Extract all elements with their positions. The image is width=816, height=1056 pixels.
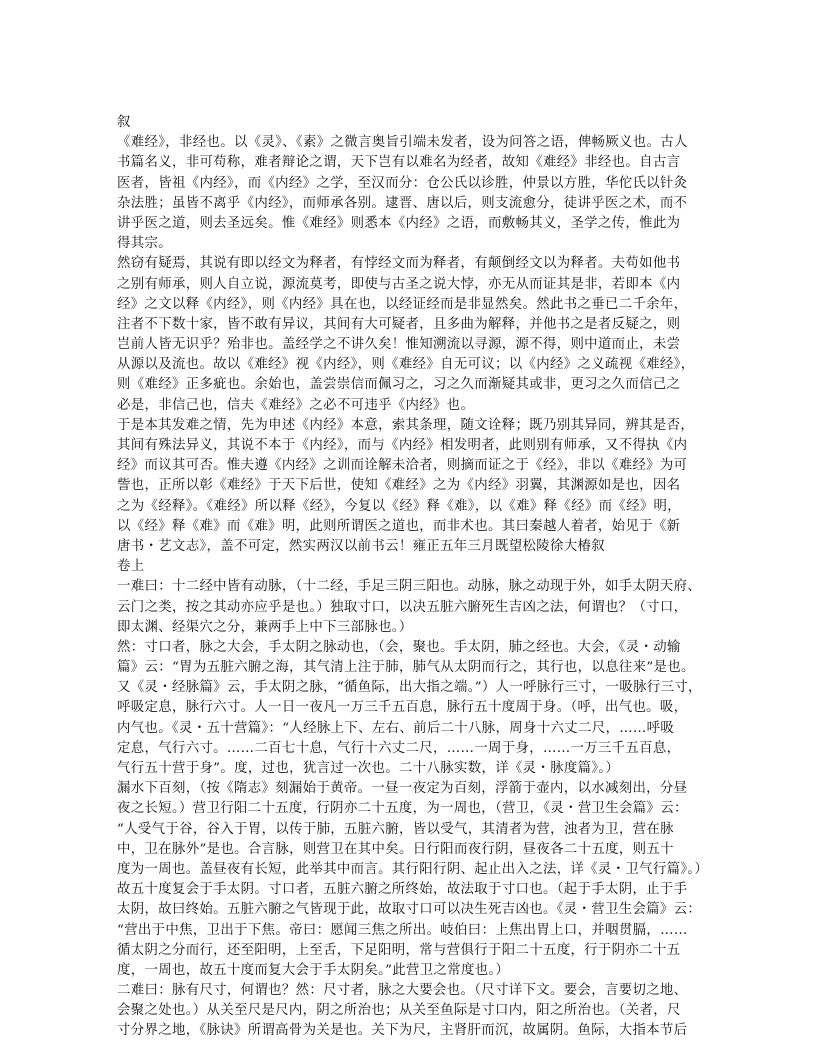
- text-line: 循太阴之分而行，还至阳明，上至舌，下足阳明，常与营俱行于阳二十五度，行于阴亦二十五: [117, 942, 681, 958]
- text-line: 定息，气行六寸。……二百七十息，气行十六丈二尺，……一周于身，……一万三千五百息，: [117, 740, 681, 756]
- text-line: 唐书・艺文志》，盖不可定，然实两汉以前书云！雍正五年三月既望松陵徐大椿叙: [117, 538, 605, 554]
- text-line: 于是本其发难之情，先为申述《内经》本意，索其条理，随文诠释；既乃别其异同，辨其是否，: [117, 417, 695, 433]
- text-line: 《难经》，非经也。以《灵》、《素》之微言奥旨引端未发者，设为问答之语，俾畅厥义也。古人: [117, 135, 688, 151]
- text-line: 注者不下数十家，皆不敢有异议，其间有大可疑者，且多曲为解释，并他书之是者反疑之，则: [117, 316, 681, 332]
- text-line: 气行五十营于身”。度，过也，犹言过一次也。二十八脉实数，详《灵・脉度篇》。）: [117, 761, 620, 776]
- text-line: 叙: [117, 115, 131, 130]
- text-line: 太阴，故曰终始。五脏六腑之气皆现于此，故取寸口可以决生死吉凶也。《灵・营卫生会篇》云：: [117, 902, 702, 918]
- text-line: 云门之类，按之其动亦应乎是也。）独取寸口，以决五脏六腑死生吉凶之法，何谓也？（寸口，: [117, 599, 688, 615]
- text-line: 漏水下百刻，（按《隋志》刻漏始于黄帝。一昼一夜定为百刻，浮箭于壶内，以水减刻出，分昼: [117, 781, 688, 797]
- text-line: “营出于中焦，卫出于下焦。帝曰：愿闻三焦之所出。岐伯曰：上焦出胃上口，并咽贯膈，……: [117, 922, 688, 938]
- text-line: 内气也。《灵・五十营篇》：“人经脉上下、左右、前后二十八脉，周身十六丈二尺，……呼吸: [117, 720, 675, 736]
- text-line: 则《难经》正多疵也。余始也，盖尝崇信而佩习之，习之久而渐疑其或非，更习之久而信己之: [117, 377, 681, 393]
- text-line: 二难曰：脉有尺寸，何谓也？然：尺寸者，脉之大要会也。（尺寸详下文。要会，言要切之地、: [117, 983, 688, 999]
- text-line: 中，卫在脉外”是也。合言脉，则营卫在其中矣。日行阳而夜行阴，昼夜各二十五度，则五十: [117, 841, 674, 857]
- document-page: [117, 113, 707, 1042]
- text-line: 然窃有疑焉，其说有即以经文为释者，有悖经文而为释者，有颠倒经文以为释者。夫苟如他书: [117, 256, 681, 272]
- text-line: 一难曰：十二经中皆有动脉，（十二经，手足三阴三阳也。动脉，脉之动现于外，如手太阴天府、: [117, 579, 702, 595]
- text-line: 篇》云：“胃为五脏六腑之海，其气清上注于肺，肺气从太阴而行之，其行也，以息往来”是也。: [117, 660, 695, 676]
- text-line: 得其宗。: [117, 236, 172, 252]
- text-line: 呼吸定息，脉行六寸。人一日一夜凡一万三千五百息，脉行五十度周于身。（呼，出气也。吸，: [117, 700, 688, 716]
- text-line: 之别有师承，则人自立说，源流莫考，即使与古圣之说大悖，亦无从而证其是非，若即本《内: [117, 276, 681, 292]
- text-line: 岂前人皆无识乎？殆非也。盖经学之不讲久矣！惟知溯流以寻源，源不得，则中道而止，未尝: [117, 337, 681, 353]
- text-line: 从源以及流也。故以《难经》视《内经》，则《难经》自无可议；以《内经》之义疏视《难经》，: [117, 357, 695, 373]
- text-line: 医者，皆祖《内经》，而《内经》之学，至汉而分：仓公氏以诊胜，仲景以方胜，华佗氏以针灸: [117, 175, 688, 191]
- text-line: 杂法胜；虽皆不离乎《内经》，而师承各别。逮晋、唐以后，则支流愈分，徒讲乎医之术，而不: [117, 195, 688, 211]
- text-line: 以《经》释《难》而《难》明，此则所谓医之道也，而非术也。其曰秦越人着者，始见于《新: [117, 518, 681, 534]
- text-line: 訾也，正所以彰《难经》于天下后世，使知《难经》之为《内经》羽翼，其渊源如是也，因名: [117, 478, 681, 494]
- text-line: 之为《经释》。《难经》所以释《经》，今复以《经》释《难》，以《难》释《经》而《经》明，: [117, 498, 682, 514]
- text-line: 必是，非信己也，信夫《难经》之必不可违乎《内经》也。: [117, 397, 475, 413]
- text-line: 其间有殊法异义，其说不本于《内经》，而与《内经》相发明者，此则别有师承，又不得执《内: [117, 438, 688, 453]
- text-line: 经》而议其可否。惟夫遵《内经》之训而诠解未洽者，则摘而证之于《经》，非以《难经》为可: [117, 458, 688, 474]
- text-line: 讲乎医之道，则去圣远矣。惟《难经》则悉本《内经》之语，而敷畅其义，圣学之传，惟此为: [117, 215, 681, 231]
- text-line: 即太渊、经渠穴之分，兼两手上中下三部脉也。）: [117, 619, 413, 635]
- text-line: 卷上: [117, 559, 145, 575]
- text-line: 又《灵・经脉篇》云，手太阴之脉，“循鱼际，出大指之端。”）人一呼脉行三寸，一吸脉行三寸，: [117, 680, 702, 696]
- text-line: 书篇名义，非可苟称，难者辩论之谓，天下岂有以难名为经者，故知《难经》非经也。自古言: [117, 155, 681, 171]
- text-line: 夜之长短。）营卫行阳二十五度，行阴亦二十五度，为一周也，（营卫，《灵・营卫生会篇》云：: [117, 801, 688, 817]
- text-line: 然：寸口者，脉之大会，手太阴之脉动也，（会，聚也。手太阴，肺之经也。大会，《灵・动输: [117, 639, 681, 655]
- text-line: 度为一周也。盖昼夜有长短，此举其中而言。其行阳行阴、起止出入之法，详《灵・卫气行篇》。）: [117, 861, 709, 877]
- text-line: 会聚之处也。）从关至尺是尺内，阴之所治也；从关至鱼际是寸口内，阳之所治也。（关者，尺: [117, 1003, 681, 1019]
- text-line: 寸分界之地，《脉诀》所谓高骨为关是也。关下为尺，主肾肝而沉，故属阴。鱼际，大指本节后: [117, 1023, 688, 1039]
- text-line: 故五十度复会于手太阴。寸口者，五脏六腑之所终始，故法取于寸口也。（起于手太阴，止于手: [117, 882, 688, 898]
- text-line: “人受气于谷，谷入于胃，以传于肺，五脏六腑，皆以受气，其清者为营，浊者为卫，营在脉: [117, 821, 674, 837]
- text-line: 度，一周也，故五十度而复大会于手太阴矣。”此营卫之常度也。）: [117, 962, 510, 978]
- text-line: 经》之文以释《内经》，则《内经》具在也，以经证经而是非显然矣。然此书之垂已二千余年，: [117, 296, 688, 312]
